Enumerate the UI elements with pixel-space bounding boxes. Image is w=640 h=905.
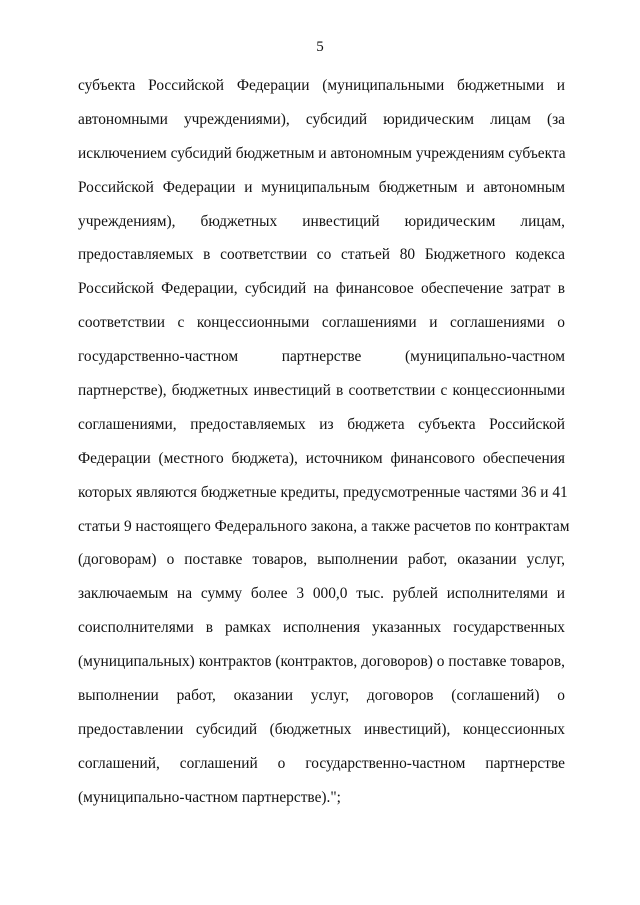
- text-line: партнерстве), бюджетных инвестиций в соответствии с концессионными: [78, 382, 565, 400]
- text-line: Российской Федерации и муниципальным бюджетным и автономным: [78, 178, 565, 196]
- text-line: автономными учреждениями), субсидий юридическим лицам (за: [78, 110, 565, 128]
- document-body: [78, 76, 570, 822]
- text-line: предоставлении субсидий (бюджетных инвестиций), концессионных: [78, 720, 565, 738]
- text-line: учреждениям), бюджетных инвестиций юридическим лицам,: [78, 212, 565, 230]
- page-number: 5: [316, 39, 324, 55]
- text-line: предоставляемых в соответствии со статьей 80 Бюджетного кодекса: [78, 246, 565, 264]
- text-line: выполнении работ, оказании услуг, договоров (соглашений) о: [78, 687, 565, 705]
- text-line: соглашениями, предоставляемых из бюджета субъекта Российской: [78, 415, 565, 433]
- text-line: (договорам) о поставке товаров, выполнении работ, оказании услуг,: [78, 551, 565, 569]
- text-line: Федерации (местного бюджета), источником финансового обеспечения: [78, 449, 565, 467]
- text-line: Российской Федерации, субсидий на финансовое обеспечение затрат в: [78, 280, 565, 298]
- text-line: исключением субсидий бюджетным и автономным учреждениям субъекта: [78, 144, 566, 162]
- text-line: соисполнителями в рамках исполнения указанных государственных: [78, 619, 565, 637]
- text-line: государственно-частном партнерстве (муниципально-частном: [78, 348, 565, 366]
- text-line: соответствии с концессионными соглашениями и соглашениями о: [78, 314, 565, 332]
- text-line: (муниципально-частном партнерстве).";: [78, 788, 341, 806]
- text-line: заключаемым на сумму более 3 000,0 тыс. рублей исполнителями и: [78, 585, 565, 603]
- text-line: которых являются бюджетные кредиты, предусмотренные частями 36 и 41: [78, 483, 568, 501]
- text-line: субъекта Российской Федерации (муниципальными бюджетными и: [78, 77, 565, 94]
- text-line: (муниципальных) контрактов (контрактов, договоров) о поставке товаров,: [78, 653, 565, 671]
- text-line: соглашений, соглашений о государственно-частном партнерстве: [78, 754, 565, 772]
- text-line: статьи 9 настоящего Федерального закона, а также расчетов по контрактам: [78, 517, 570, 535]
